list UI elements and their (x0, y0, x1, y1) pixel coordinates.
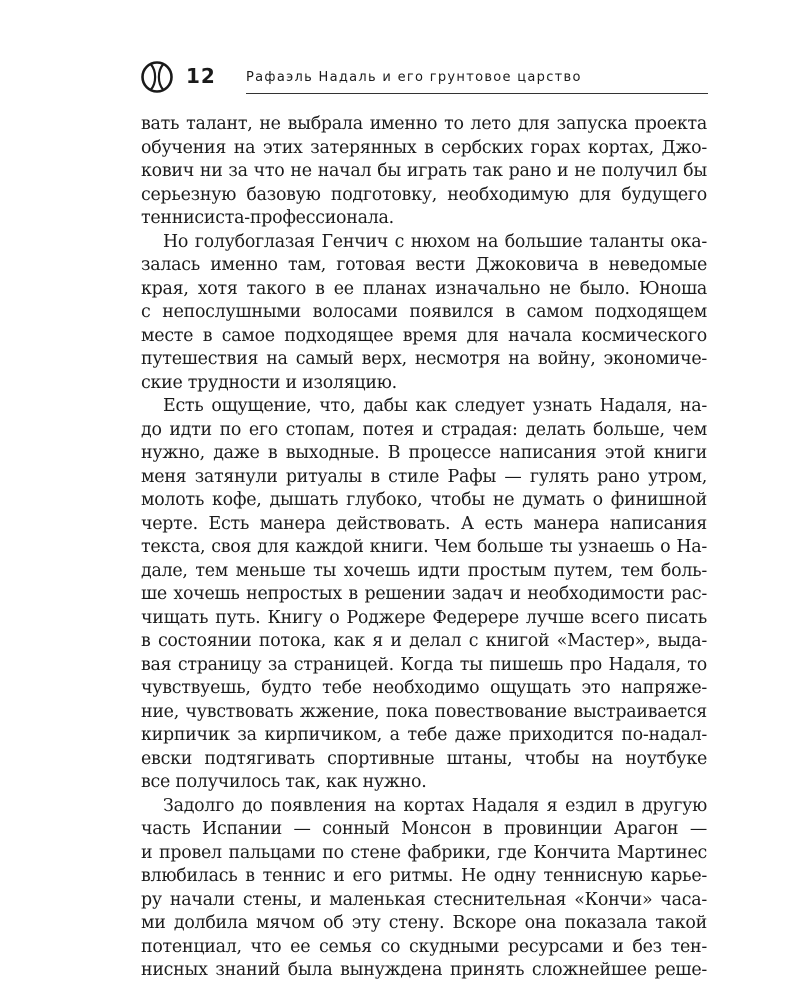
text-line: чувствуешь, будто тебе необходимо ощущать это напряже- (141, 678, 707, 698)
text-line: ше хочешь непростых в решении задач и необходимости рас- (141, 584, 707, 604)
body-text (141, 113, 707, 983)
header-rule (246, 93, 708, 94)
text-line: края, хотя такого в ее планах изначально не было. Юноша (141, 278, 707, 299)
text-line: путешествия на самый верх, несмотря на войну, экономиче- (141, 349, 707, 369)
text-line: ру начали стены, и маленькая стеснительная «Кончи» часа- (141, 889, 707, 910)
text-line: все получилось так, как нужно. (141, 772, 427, 792)
text-line: вать талант, не выбрала именно то лето для запуска проекта (141, 114, 707, 134)
text-line: Есть ощущение, что, дабы как следует узнать Надаля, на- (163, 396, 707, 416)
text-line: евски подтягивать спортивные штаны, чтобы на ноутбуке (141, 748, 707, 769)
text-line: текста, своя для каждой книги. Чем больше ты узнаешь о На- (141, 537, 707, 557)
text-line: нисных знаний была вынуждена принять сложнейшее реше- (141, 960, 707, 980)
text-line: часть Испании — сонный Монсон в провинции Арагон — (141, 819, 707, 839)
page-number: 12 (186, 64, 216, 88)
tennis-ball-icon (140, 60, 174, 94)
text-line: черте. Есть манера действовать. А есть манера написания (141, 513, 707, 534)
text-line: с непослушными волосами появился в самом подходящем (141, 302, 707, 322)
text-line: ми долбила мячом об эту стену. Вскоре она показала такой (141, 913, 707, 933)
text-line: Но голубоглазая Генчич с нюхом на большие таланты ока- (163, 231, 707, 252)
running-title: Рафаэль Надаль и его грунтовое царство (246, 70, 582, 85)
text-line: кович ни за что не начал бы играть так рано и не получил бы (141, 161, 707, 181)
text-line: обучения на этих затерянных в сербских горах кортах, Джо- (141, 137, 707, 158)
text-line: меня затянули ритуалы в стиле Рафы — гулять рано утром, (141, 466, 707, 487)
text-line: в состоянии потока, как я и делал с книгой «Мастер», выда- (141, 631, 707, 651)
text-line: залась именно там, готовая вести Джоковича в неведомые (141, 255, 707, 275)
text-line: потенциал, что ее семья со скудными ресурсами и без тен- (141, 936, 707, 957)
text-line: чищать путь. Книгу о Роджере Федерере лучше всего писать (141, 607, 707, 628)
text-line: влюбилась в теннис и его ритмы. Не одну теннисную карье- (141, 866, 707, 886)
text-line: ские трудности и изоляцию. (141, 372, 397, 393)
text-line: дале, тем меньше ты хочешь идти простым путем, тем боль- (141, 560, 707, 581)
text-line: Задолго до появления на кортах Надаля я ездил в другую (163, 795, 707, 816)
page-header (140, 58, 708, 98)
text-line: нужно, даже в выходные. В процессе написания этой книги (141, 443, 707, 463)
text-line: серьезную базовую подготовку, необходимую для будущего (141, 184, 707, 205)
text-line: теннисиста-профессионала. (141, 208, 394, 228)
text-line: месте в самое подходящее время для начала космического (141, 325, 707, 346)
text-line: ние, чувствовать жжение, пока повествование выстраивается (141, 701, 707, 722)
text-line: молоть кофе, дышать глубоко, чтобы не думать о финишной (141, 490, 707, 510)
text-line: и провел пальцами по стене фабрики, где Кончита Мартинес (141, 842, 707, 863)
text-line: до идти по его стопам, потея и страдая: делать больше, чем (141, 419, 707, 440)
text-line: вая страницу за страницей. Когда ты пишешь про Надаля, то (141, 654, 707, 675)
text-line: кирпичик за кирпичиком, а тебе даже приходится по-надал- (141, 725, 707, 745)
